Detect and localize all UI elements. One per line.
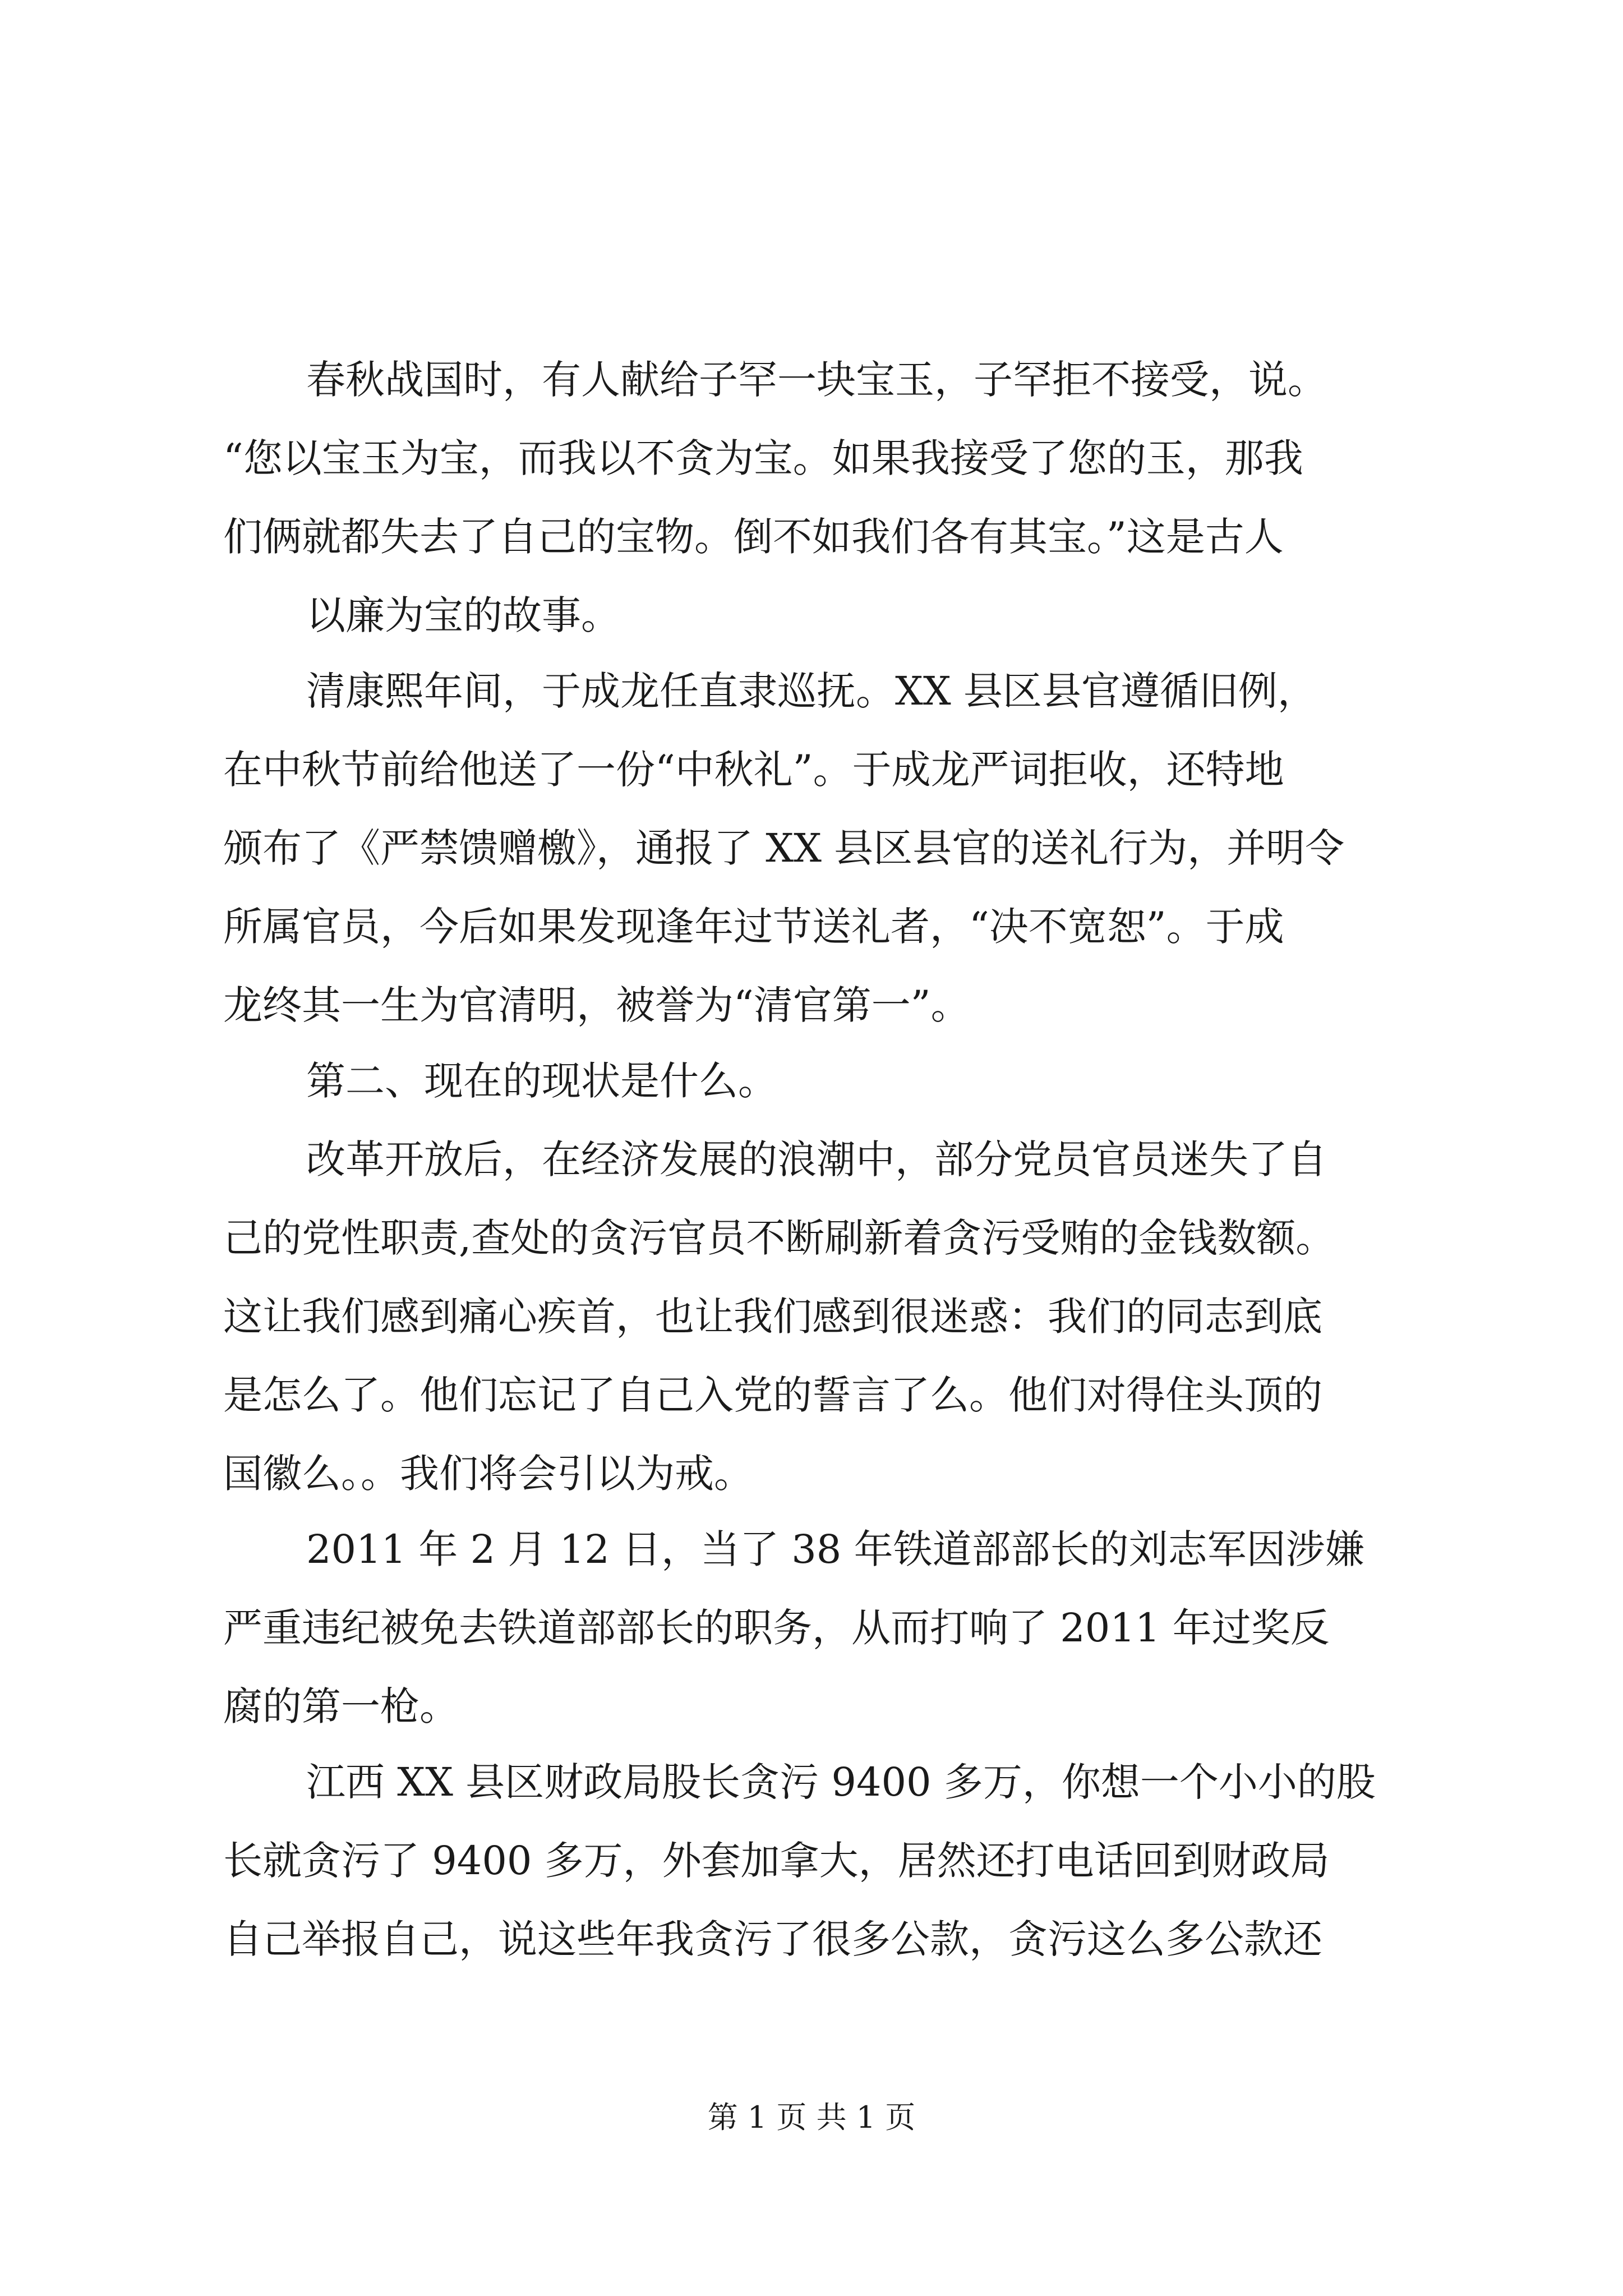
text-line: 龙终其一生为官清明，被誉为“清官第一”。 (223, 982, 970, 1028)
text-line: 这让我们感到痛心疾首，也让我们感到很迷惑：我们的同志到底 (223, 1294, 1322, 1340)
text-line: 们俩就都失去了自己的宝物。倒不如我们各有其宝。”这是古人 (223, 514, 1284, 560)
section-heading: 第二、现在的现状是什么。 (306, 1058, 777, 1104)
text-line: 2011 年 2 月 12 日，当了 38 年铁道部部长的刘志军因涉嫌 (306, 1526, 1364, 1572)
text-line: 改革开放后，在经济发展的浪潮中，部分党员官员迷失了自 (306, 1137, 1327, 1182)
text-line: 颁布了《严禁馈赠檄》，通报了 XX 县区县官的送礼行为，并明令 (223, 825, 1345, 871)
text-line: 己的党性职责,查处的贪污官员不断刷新着贪污受贿的金钱数额。 (223, 1215, 1335, 1261)
text-line: 国徽么。。我们将会引以为戒。 (223, 1451, 753, 1497)
text-line: 是怎么了。他们忘记了自己入党的誓言了么。他们对得住头顶的 (223, 1372, 1322, 1418)
text-line: “您以宝玉为宝，而我以不贪为宝。如果我接受了您的玉，那我 (223, 435, 1303, 481)
text-line: 以廉为宝的故事。 (306, 592, 620, 638)
text-line: 所属官员，今后如果发现逢年过节送礼者，“决不宽恕”。于成 (223, 904, 1284, 950)
text-line: 自己举报自己，说这些年我贪污了很多公款，贪污这么多公款还 (223, 1916, 1322, 1962)
text-line: 清康熙年间，于成龙任直隶巡抚。XX 县区县官遵循旧例， (306, 668, 1317, 714)
page-footer: 第 1 页 共 1 页 (707, 2100, 916, 2135)
text-line: 严重违纪被免去铁道部部长的职务，从而打响了 2011 年过奖反 (223, 1605, 1330, 1651)
text-line: 春秋战国时，有人献给子罕一块宝玉，子罕拒不接受，说。 (306, 357, 1327, 403)
text-line: 在中秋节前给他送了一份“中秋礼”。于成龙严词拒收，还特地 (223, 747, 1284, 793)
text-line: 长就贪污了 9400 多万，外套加拿大，居然还打电话回到财政局 (223, 1838, 1330, 1884)
text-line: 江西 XX 县区财政局股长贪污 9400 多万，你想一个小小的股 (306, 1759, 1376, 1805)
text-line: 腐的第一枪。 (223, 1683, 459, 1729)
